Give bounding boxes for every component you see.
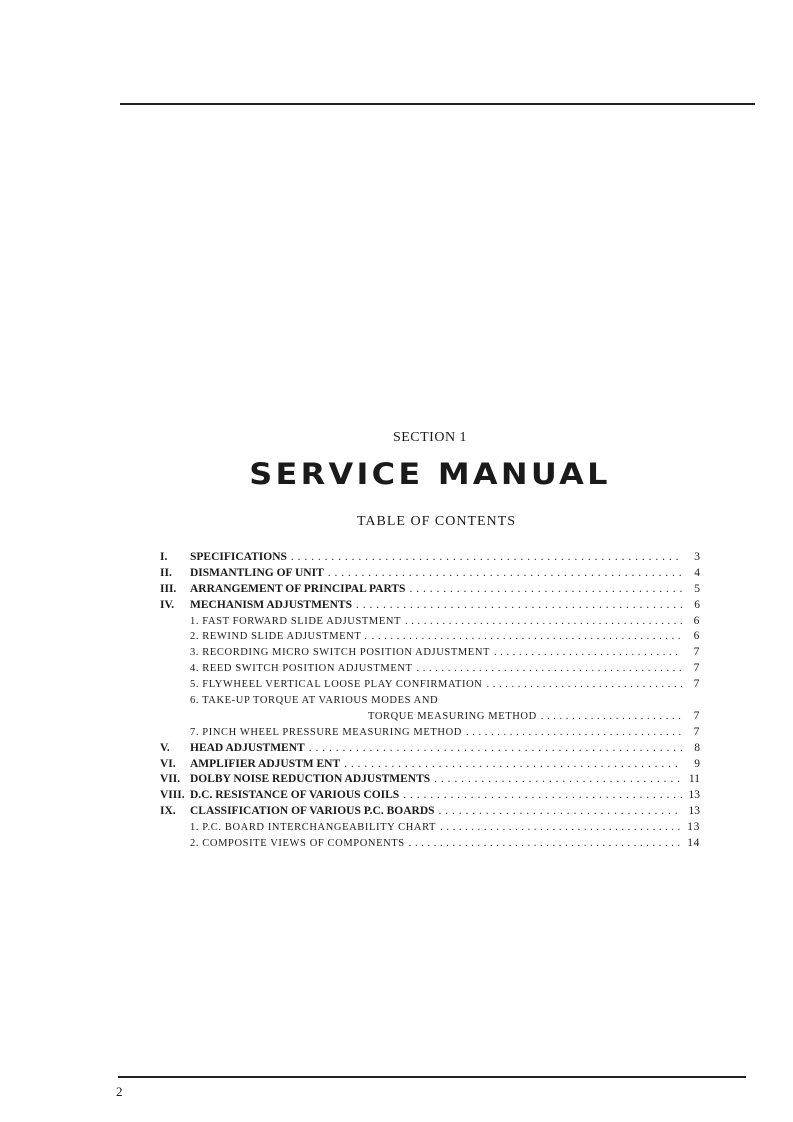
dot-leader: [417, 661, 682, 677]
toc-page: 8: [694, 741, 700, 754]
dot-leader: [494, 645, 682, 661]
dot-leader: [309, 741, 682, 757]
toc-entry-specifications: [160, 550, 700, 566]
toc-title: DOLBY NOISE REDUCTION ADJUSTMENTS: [190, 773, 431, 786]
dot-leader: [356, 598, 682, 614]
toc-page: 6: [694, 598, 700, 611]
toc-numeral: IV.: [160, 598, 175, 611]
toc-heading: TABLE OF CONTENTS: [357, 514, 516, 529]
table-of-contents: [160, 550, 700, 852]
toc-subtitle: TORQUE MEASURING METHOD: [368, 710, 537, 722]
toc-page: 7: [693, 662, 700, 675]
toc-subtitle: 6. TAKE-UP TORQUE AT VARIOUS MODES AND: [190, 695, 439, 707]
toc-subtitle: 5. FLYWHEEL VERTICAL LOOSE PLAY CONFIRMATION: [190, 679, 483, 691]
toc-entry-dismantling: [160, 566, 700, 582]
dot-leader: [344, 757, 682, 773]
toc-page: 13: [687, 821, 700, 834]
dot-leader: [541, 709, 682, 725]
toc-title: CLASSIFICATION OF VARIOUS P.C. BOARDS: [190, 805, 435, 818]
toc-title: DISMANTLING OF UNIT: [190, 566, 324, 579]
dot-leader: [405, 614, 682, 630]
bottom-rule: [118, 1076, 746, 1078]
toc-numeral: VIII.: [160, 789, 185, 802]
dot-leader: [409, 582, 682, 598]
toc-subtitle: 3. RECORDING MICRO SWITCH POSITION ADJUSTMENT: [190, 647, 491, 659]
toc-subtitle: 2. REWIND SLIDE ADJUSTMENT .: [190, 631, 368, 643]
toc-subentry: [160, 661, 700, 677]
toc-subtitle: 2. COMPOSITE VIEWS OF COMPONENTS: [190, 838, 405, 850]
toc-subentry: [160, 820, 700, 836]
toc-page: 3: [694, 551, 700, 563]
toc-numeral: IX.: [160, 805, 176, 818]
toc-title: HEAD ADJUSTMENT: [190, 741, 305, 754]
toc-title: SPECIFICATIONS: [190, 551, 287, 563]
toc-numeral: III.: [160, 582, 177, 595]
toc-page: 4: [694, 566, 700, 579]
dot-leader: [328, 566, 682, 582]
toc-subentry: [160, 693, 700, 709]
manual-title: SERVICE MANUAL: [249, 457, 611, 491]
toc-entry-dolby: [160, 772, 700, 788]
dot-leader: [439, 804, 682, 820]
toc-subentry-continuation: [160, 709, 700, 725]
toc-subtitle: 4. REED SWITCH POSITION ADJUSTMENT: [190, 663, 413, 675]
dot-leader: [409, 836, 682, 852]
toc-numeral: VI.: [160, 757, 176, 770]
toc-page: 7: [693, 678, 700, 691]
toc-subentry: [160, 725, 700, 741]
toc-page: 13: [688, 789, 700, 802]
toc-page: 13: [688, 805, 700, 818]
dot-leader: [440, 820, 682, 836]
dot-leader: [291, 550, 682, 566]
toc-subtitle: 7. PINCH WHEEL PRESSURE MEASURING METHOD: [190, 726, 462, 738]
toc-numeral: II.: [160, 566, 172, 579]
toc-subentry: [160, 645, 700, 661]
toc-numeral: V.: [160, 741, 170, 754]
toc-subtitle: 1. P.C. BOARD INTERCHANGEABILITY CHART: [190, 822, 437, 834]
dot-leader: [403, 788, 682, 804]
toc-page: 9: [694, 757, 700, 770]
toc-page: 5: [694, 582, 700, 595]
toc-numeral: I.: [160, 551, 168, 563]
toc-title: MECHANISM ADJUSTMENTS: [190, 598, 352, 611]
toc-page: 14: [687, 837, 700, 850]
dot-leader: [372, 629, 682, 645]
toc-title: D.C. RESISTANCE OF VARIOUS COILS: [190, 789, 400, 802]
toc-title: AMPLIFIER ADJUSTM ENT: [190, 757, 341, 770]
toc-entry-head: [160, 741, 700, 757]
toc-subentry: [160, 677, 700, 693]
dot-leader: [434, 772, 682, 788]
top-rule: [120, 103, 755, 105]
toc-page: 6: [693, 630, 700, 643]
toc-subentry: [160, 836, 700, 852]
toc-numeral: VII.: [160, 773, 181, 786]
toc-page: 7: [693, 646, 700, 659]
toc-subentry: [160, 614, 700, 630]
toc-page: 6: [693, 614, 700, 627]
toc-subentry: [160, 629, 700, 645]
toc-page: 11: [688, 773, 700, 786]
dot-leader: [466, 725, 682, 741]
section-label: SECTION 1: [392, 430, 468, 445]
toc-entry-mechanism: [160, 598, 700, 614]
toc-title: ARRANGEMENT OF PRINCIPAL PARTS: [190, 582, 406, 595]
toc-page: 7: [693, 725, 700, 738]
page-number: 2: [116, 1084, 123, 1099]
dot-leader: [486, 677, 682, 693]
toc-entry-pc-boards: [160, 804, 700, 820]
toc-page: 7: [693, 709, 700, 722]
toc-subtitle: 1. FAST FORWARD SLIDE ADJUSTMENT: [190, 615, 402, 627]
toc-entry-arrangement: [160, 582, 700, 598]
toc-entry-amplifier: [160, 757, 700, 773]
toc-entry-dc-resistance: [160, 788, 700, 804]
